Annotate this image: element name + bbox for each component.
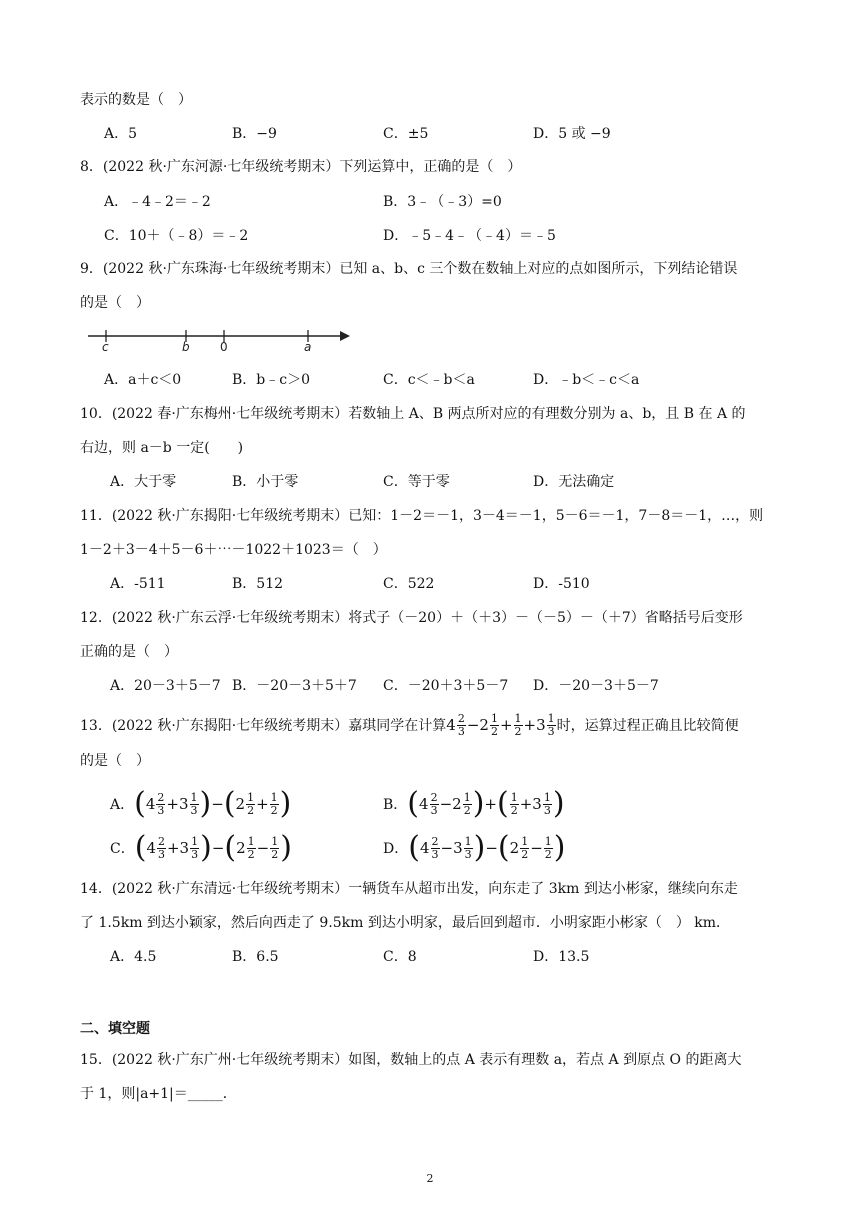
q13-option-b-letter: B． [383,797,408,813]
q13-option-c: C． ( 4 $\frac{2}{3}$ +3 $\frac{1}{3}$ ) − ( 2 $\frac{1}{2}$ − $\frac{1}{2}$ ) [110,830,292,865]
q12-option-c: C．－20＋3＋5－7 [383,678,509,694]
q7-option-a: A．5 [104,126,138,142]
q12-stem-line2: 正确的是（ ） [80,644,178,660]
q8-stem: 8．(2022 秋·广东河源·七年级统考期末）下列运算中，正确的是（ ） [80,159,522,175]
q13-stem-line1: 13．(2022 秋·广东揭阳·七年级统考期末）嘉琪同学在计算 4 $\frac{2}{3}$ −2 $\frac{1}{2}$ + $\frac{1}{2}$ +3 $\frac{1}{3}$ 时，运算过程正确且比较简便 [80,711,739,738]
axis-label-a: a [304,340,312,354]
q9-stem-line1: 9．(2022 秋·广东珠海·七年级统考期末）已知 a、b、c 三个数在数轴上对应的点如图所示，下列结论错误 [80,261,738,277]
q9-option-c: C．c＜﹣b＜a [383,372,475,388]
q8-option-d: D．﹣5﹣4﹣（﹣4）＝﹣5 [383,228,556,244]
q13-stem-prefix: 13．(2022 秋·广东揭阳·七年级统考期末）嘉琪同学在计算 [80,718,447,734]
q12-option-d: D．－20－3＋5－7 [533,678,659,694]
q7-option-b: B．−9 [232,126,277,142]
axis-label-b: b [182,340,190,354]
section-title-fill-in: 二、填空题 [80,1021,150,1037]
q13-stem-line2: 的是（ ） [80,753,150,769]
q13-option-a-letter: A． [110,797,135,813]
q12-option-b: B．－20－3＋5＋7 [232,678,357,694]
q15-stem-line1: 15．(2022 秋·广东广州·七年级统考期末）如图，数轴上的点 A 表示有理数 a，若点 A 到原点 O 的距离大 [80,1052,742,1068]
q13-option-c-letter: C． [110,841,135,857]
q9-number-line [84,324,354,354]
q12-option-a: A．20－3＋5－7 [110,678,221,694]
q11-stem-line1: 11．(2022 秋·广东揭阳·七年级统考期末）已知：1－2＝－1，3－4＝－1，5－6＝－1，7－8＝－1，…，则 [80,508,764,524]
q10-option-b: B．小于零 [232,474,299,490]
q7-stem-tail: 表示的数是（ ） [80,92,192,108]
q11-option-a: A．-511 [110,576,166,592]
q13-option-d: D． ( 4 $\frac{2}{3}$ −3 $\frac{1}{3}$ ) − ( 2 $\frac{1}{2}$ − $\frac{1}{2}$ ) [383,830,566,865]
q7-option-d: D．5 或 −9 [533,126,611,142]
q14-option-a: A．4.5 [110,949,157,965]
q11-option-b: B．512 [232,576,284,592]
q11-option-c: C．522 [383,576,435,592]
axis-label-0: 0 [220,340,228,354]
q13-stem-suffix: 时，运算过程正确且比较简便 [556,718,739,734]
page-number: 2 [426,1172,434,1185]
q14-option-c: C．8 [383,949,417,965]
q9-option-d: D．﹣b＜﹣c＜a [533,372,640,388]
q14-option-b: B．6.5 [232,949,279,965]
q11-option-d: D．-510 [533,576,590,592]
q15-stem-line2: 于 1，则|a+1|＝_____． [80,1086,237,1102]
q13-option-b: B． ( 4 $\frac{2}{3}$ −2 $\frac{1}{2}$ ) + ( $\frac{1}{2}$ +3 $\frac{1}{3}$ ) [383,786,565,821]
q13-option-a: A． ( 4 $\frac{2}{3}$ +3 $\frac{1}{3}$ ) − ( 2 $\frac{1}{2}$ + $\frac{1}{2}$ ) [110,786,292,821]
q14-stem-line1: 14．(2022 秋·广东清远·七年级统考期末）一辆货车从超市出发，向东走了 3km 到达小彬家，继续向东走 [80,881,738,897]
q8-option-b: B．3﹣（﹣3）=0 [383,194,502,210]
q13-option-d-letter: D． [383,841,409,857]
q11-stem-line2: 1－2＋3－4＋5－6＋⋯－1022＋1023＝（ ） [80,542,387,558]
q9-option-b: B．b﹣c＞0 [232,372,310,388]
q14-stem-line2: 了 1.5km 到达小颖家，然后向西走了 9.5km 到达小明家，最后回到超市．小明家距小彬家（ ） km． [80,915,731,931]
q10-option-d: D．无法确定 [533,474,615,490]
q8-option-c: C．10＋（﹣8）＝﹣2 [104,228,249,244]
q7-option-c: C．±5 [383,126,429,142]
q10-stem-line1: 10．(2022 春·广东梅州·七年级统考期末）若数轴上 A、B 两点所对应的有理数分别为 a、b，且 B 在 A 的 [80,406,746,422]
q9-option-a: A．a＋c＜0 [104,372,182,388]
q10-option-a: A．大于零 [110,474,177,490]
q8-option-a: A．﹣4﹣2＝﹣2 [104,194,211,210]
axis-label-c: c [102,340,109,354]
q12-stem-line1: 12．(2022 秋·广东云浮·七年级统考期末）将式子（－20）＋（＋3）－（－5）－（＋7）省略括号后变形 [80,610,743,626]
q10-stem-line2: 右边，则 a－b 一定( ) [80,440,244,456]
q14-option-d: D．13.5 [533,949,590,965]
q9-stem-line2: 的是（ ） [80,295,150,311]
q10-option-c: C．等于零 [383,474,450,490]
